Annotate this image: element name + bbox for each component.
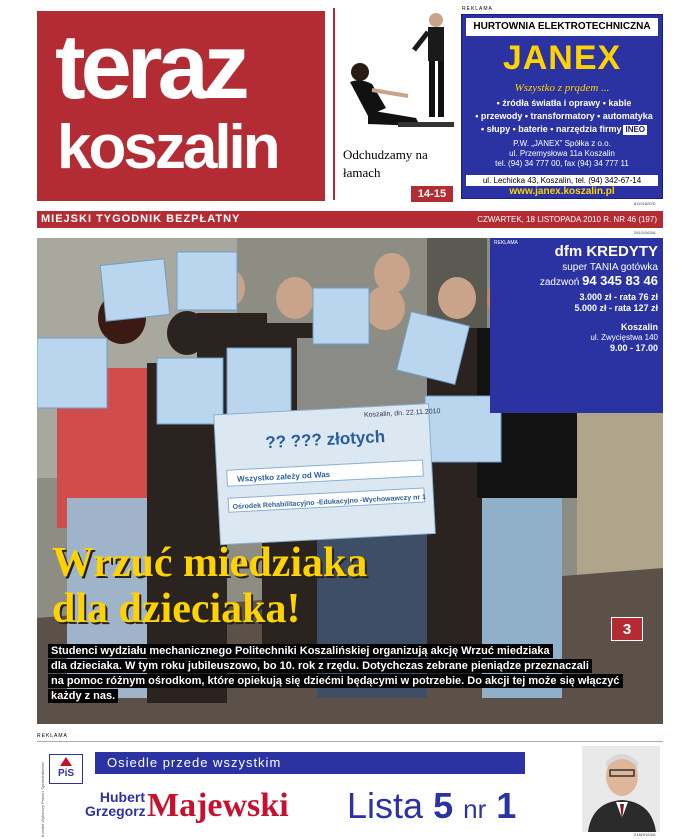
teaser-photo[interactable]	[338, 10, 458, 142]
lead-line: dla dzieciaka. W tym roku jubileuszowo, bo 10. rok z rzędu. Dotychczas zebrane pieniądze przeznaczali	[48, 659, 592, 673]
list-num: 5	[433, 785, 454, 826]
janex-street: ul. Przemysłowa 11a Koszalin	[509, 149, 615, 158]
dfm-phone[interactable]: 94 345 83 46	[582, 273, 658, 288]
main-headline[interactable]	[52, 540, 612, 632]
ad-id-dfm: 28101063/A	[634, 230, 656, 235]
dfm-city: Koszalin	[620, 322, 658, 332]
cheque-org: Ośrodek Rehabilitacyjno -Edukacyjno -Wychowawczy nr 1	[232, 493, 427, 512]
candidate-first-name: Hubert	[99, 789, 145, 805]
list-word: Lista	[347, 785, 424, 826]
janex-company: P.W. „JANEX” Spółka z o.o.	[513, 139, 611, 148]
cheque-amount: ?? ??? złotych	[264, 426, 386, 453]
ad-label-dfm: REKLAMA	[494, 240, 518, 246]
ad-label-bottom: REKLAMA	[37, 733, 68, 739]
candidate-first-names	[85, 790, 145, 818]
nr-word: nr	[463, 794, 487, 824]
lead-line: Studenci wydziału mechanicznego Politechniki Koszalińskiej organizują akcję Wrzuć miedziaka	[48, 644, 553, 658]
masthead-line2: koszalin	[57, 113, 278, 182]
janex-slogan: Wszystko z prądem ...	[514, 82, 610, 94]
janex-product-text: • słupy • baterie • narzędzia firmy	[480, 124, 622, 134]
dfm-call-label: zadzwoń	[539, 277, 580, 288]
ineo-logo: INEO	[625, 125, 646, 134]
masthead-line1: teraz	[55, 16, 245, 118]
janex-product-line	[470, 123, 658, 136]
party-name: PiS	[57, 768, 75, 779]
janex-brand: JANEX	[502, 39, 622, 77]
dfm-hours: 9.00 - 17.00	[609, 343, 658, 353]
janex-address	[466, 139, 658, 169]
eagle-icon	[60, 757, 72, 766]
candidate-second-name: Grzegorz	[85, 803, 146, 819]
nr-num: 1	[496, 785, 517, 826]
ad-label-top: REKLAMA	[462, 6, 493, 12]
ad-id-bottom: 21820163/A	[634, 832, 656, 837]
janex-product-list	[470, 97, 658, 136]
janex-website-link[interactable]: www.janex.koszalin.pl	[509, 186, 615, 197]
ad-id-top: 81101820/D	[634, 201, 656, 206]
teaser-text[interactable]: Odchudzamy na łamach	[343, 147, 428, 180]
janex-phones: tel. (94) 34 777 00, fax (94) 34 777 11	[495, 159, 629, 168]
janex-product-line: • źródła światła i oprawy • kable	[496, 98, 632, 108]
dfm-subtitle: super TANIA gotówka	[562, 262, 658, 273]
list-number	[347, 786, 516, 829]
candidate-last-name: Majewski	[147, 787, 289, 824]
pis-logo	[49, 754, 83, 784]
issue-date: CZWARTEK, 18 LISTOPADA 2010 R. NR 46 (197)	[477, 215, 657, 224]
dfm-street: ul. Zwycięstwa 140	[590, 333, 658, 342]
paper-type: MIEJSKI TYGODNIK BEZPŁATNY	[41, 213, 241, 225]
subheader-bar	[37, 211, 663, 228]
cheque-date: Koszalin, dn. 22.11.2010	[363, 408, 441, 420]
dfm-title: dfm KREDYTY	[554, 243, 658, 260]
janex-ad[interactable]	[461, 14, 663, 199]
headline-line: Wrzuć miedziaka	[52, 540, 368, 586]
lead-line: na pomoc różnym ośrodkom, które opiekują się dziećmi będącymi w potrzebie. Do akcji tej może się włączyć	[48, 674, 623, 688]
janex-product-line: • przewody • transformatory • automatyka	[475, 111, 653, 121]
teaser-page-badge[interactable]: 14-15	[411, 186, 453, 202]
election-legal-note: Komitet Wyborczy Prawo i Sprawiedliwość	[40, 762, 45, 838]
election-slogan: Osiedle przede wszystkim	[95, 752, 525, 774]
dfm-kredyty-ad[interactable]	[490, 238, 663, 413]
headline-line: dla dzieciaka!	[52, 586, 301, 632]
cheque-line: Wszystko zależy od Was	[236, 469, 331, 484]
dfm-rate: 5.000 zł - rata 127 zł	[574, 303, 658, 313]
masthead-logo[interactable]	[37, 11, 325, 201]
story-page-badge[interactable]: 3	[611, 617, 643, 641]
lead-paragraph	[48, 644, 648, 704]
dfm-call	[490, 274, 658, 290]
election-ad[interactable]	[37, 741, 663, 832]
masthead-divider	[333, 8, 335, 200]
candidate-photo	[582, 746, 660, 832]
dfm-rate: 3.000 zł - rata 76 zł	[579, 292, 658, 302]
lead-line: każdy z nas.	[48, 689, 118, 703]
janex-branch: ul. Lechicka 43, Koszalin, tel. (94) 342-67-14	[466, 175, 658, 186]
janex-header: HURTOWNIA ELEKTROTECHNICZNA	[466, 18, 658, 36]
